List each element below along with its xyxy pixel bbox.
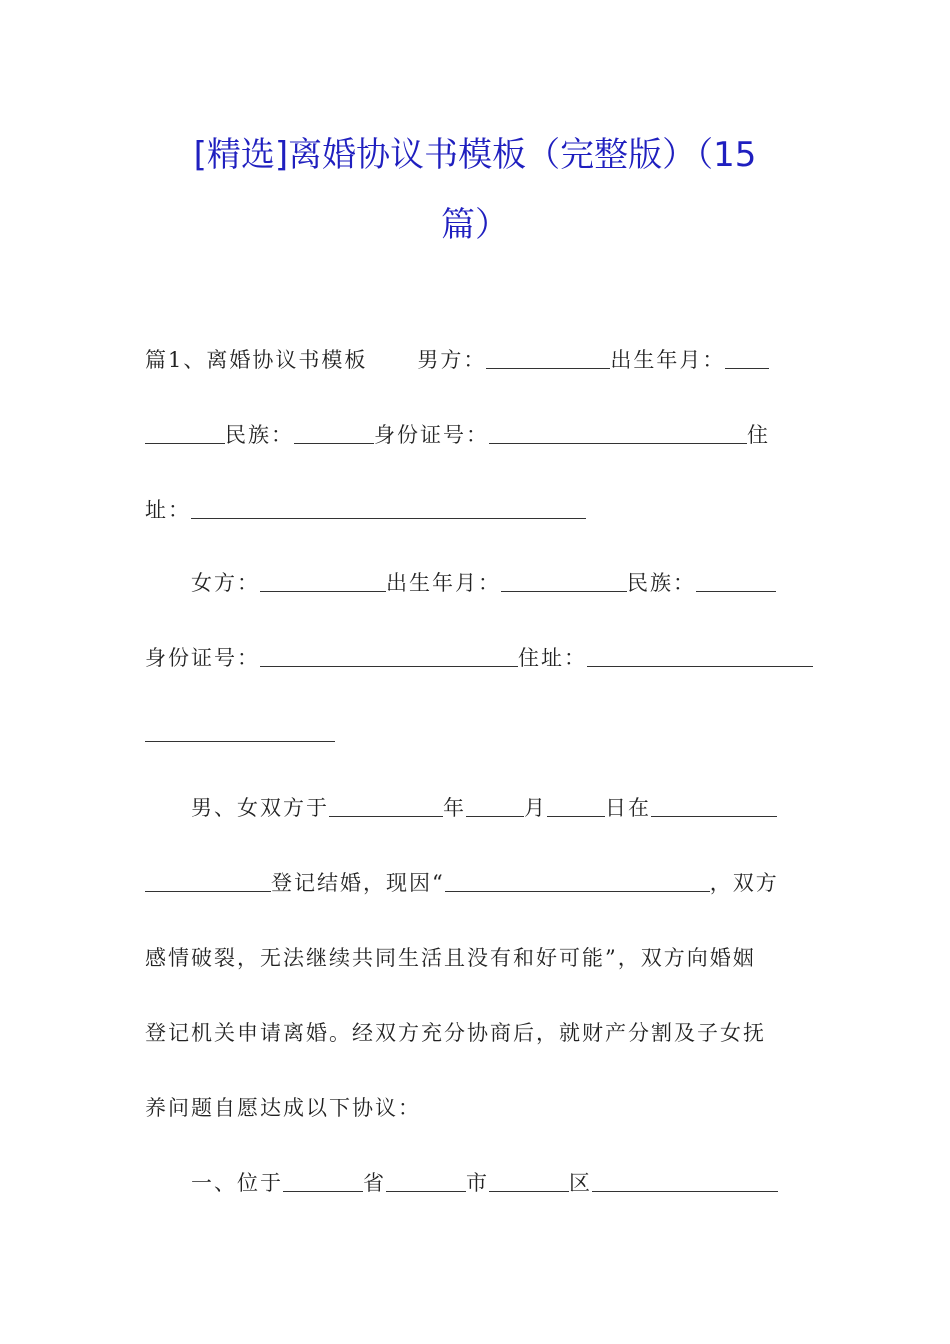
field-label: 民族：	[627, 571, 696, 595]
body-text: 一、位于	[191, 1171, 283, 1195]
body-text: 日在	[605, 796, 651, 820]
field-label: 民族：	[225, 423, 294, 447]
fill-blank	[260, 644, 518, 667]
fill-blank	[445, 869, 710, 892]
fill-blank	[294, 421, 374, 444]
fill-blank	[260, 569, 386, 592]
section-heading: 篇1、离婚协议书模板	[145, 348, 368, 372]
paragraph-line	[145, 563, 805, 603]
fill-blank	[489, 421, 747, 444]
paragraph-line	[145, 1088, 805, 1128]
field-label: 住	[747, 423, 770, 447]
body-text: 市	[466, 1171, 489, 1195]
paragraph-line	[145, 863, 805, 903]
document-title-line-2: 篇）	[441, 205, 509, 245]
fill-blank	[696, 569, 776, 592]
field-label: 住址：	[518, 646, 587, 670]
fill-blank	[329, 794, 443, 817]
body-text: ，双方	[709, 871, 779, 895]
body-text: 感情破裂，无法继续共同生活且没有和好可能”，双方向婚姻	[145, 946, 756, 970]
fill-blank	[486, 346, 610, 369]
paragraph-line	[145, 415, 805, 455]
fill-blank	[145, 421, 225, 444]
fill-blank	[283, 1169, 363, 1192]
field-label: 身份证号：	[145, 646, 260, 670]
paragraph-line	[145, 638, 805, 678]
paragraph-line	[145, 938, 805, 978]
fill-blank	[466, 794, 524, 817]
field-label: 址：	[145, 498, 191, 522]
field-label: 出生年月：	[610, 348, 726, 372]
paragraph-line	[145, 713, 805, 753]
field-label: 女方：	[191, 571, 260, 595]
fill-blank	[592, 1169, 778, 1192]
fill-blank	[489, 1169, 569, 1192]
fill-blank	[145, 869, 271, 892]
field-label: 男方：	[417, 348, 487, 372]
body-text: 月	[524, 796, 547, 820]
paragraph-line	[145, 1163, 805, 1203]
body-text: 养问题自愿达成以下协议：	[145, 1096, 421, 1120]
paragraph-line	[145, 340, 805, 380]
fill-blank	[386, 1169, 466, 1192]
fill-blank	[145, 719, 335, 742]
fill-blank	[501, 569, 627, 592]
fill-blank	[191, 496, 586, 519]
fill-blank	[725, 346, 769, 369]
fill-blank	[651, 794, 777, 817]
paragraph-line	[145, 788, 805, 828]
field-label: 身份证号：	[374, 423, 489, 447]
body-text: 年	[443, 796, 466, 820]
paragraph-line	[145, 490, 805, 530]
paragraph-line	[145, 1013, 805, 1053]
body-text: 男、女双方于	[191, 796, 329, 820]
body-text: 登记结婚，现因“	[271, 871, 445, 895]
body-text: 省	[363, 1171, 386, 1195]
field-label: 出生年月：	[386, 571, 501, 595]
fill-blank	[587, 644, 813, 667]
document-title-line-1: [精选]离婚协议书模板（完整版）（15	[193, 135, 757, 175]
body-text: 区	[569, 1171, 592, 1195]
fill-blank	[547, 794, 605, 817]
body-text: 登记机关申请离婚。经双方充分协商后，就财产分割及子女抚	[145, 1021, 766, 1045]
